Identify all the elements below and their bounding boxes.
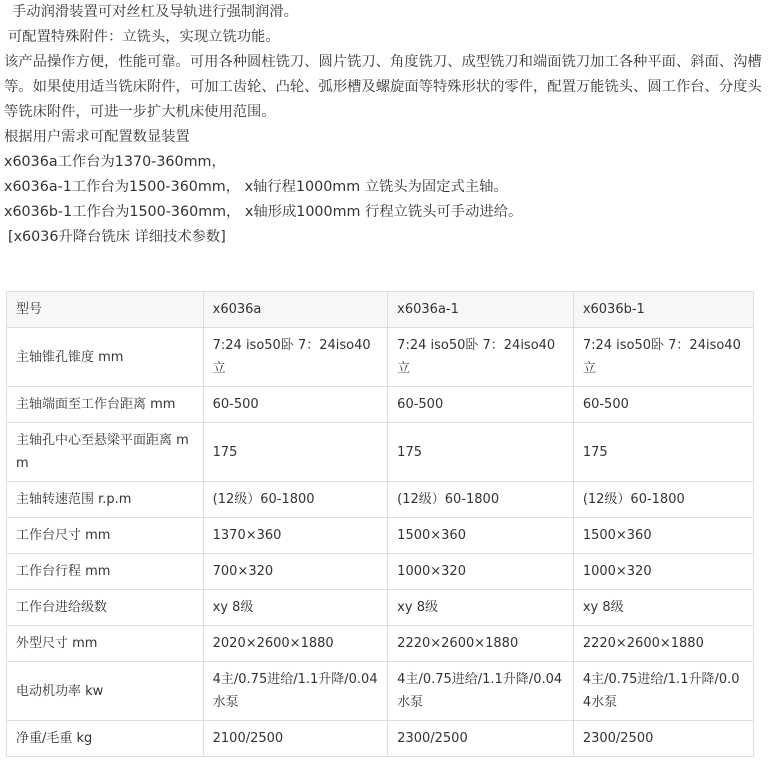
intro-description: 该产品操作方便，性能可靠。可用各种圆柱铣刀、圆片铣刀、角度铣刀、成型铣刀和端面铣刀加工各种平面、斜面、沟槽等。如果使用适当铣床附件，可加工齿轮、凸轮、弧形槽及螺旋面等特殊形状的零件，配置万能铣头、圆工作台、分度头等铣床附件，可进一步扩大机床使用范围。 [4,54,762,120]
table-cell: 175 [388,423,574,482]
intro-x6036a-1: x6036a-1工作台为1500-360mm， x轴行程1000mm 立铣头为固定式主轴。 [4,179,508,195]
table-cell: 2220×2600×1880 [573,626,753,662]
table-row [7,387,754,423]
table-row [7,721,754,757]
table-cell: 工作台进给级数 [7,590,204,626]
header-cell: x6036a-1 [388,292,574,328]
table-cell: 1000×320 [573,554,753,590]
intro-lubrication: 手动润滑装置可对丝杠及导轨进行强制润滑。 [12,4,298,20]
table-cell: (12级）60-1800 [388,482,574,518]
table-cell: 1000×320 [388,554,574,590]
table-row [7,518,754,554]
table-cell: 电动机功率 kw [7,662,204,721]
table-header-row [7,292,754,328]
spec-table-title: [x6036升降台铣床 详细技术参数] [8,229,226,245]
table-cell: 1500×360 [388,518,574,554]
table-cell: 工作台尺寸 mm [7,518,204,554]
table-cell: 2300/2500 [388,721,574,757]
table-cell: 60-500 [573,387,753,423]
table-cell: 700×320 [203,554,388,590]
table-cell: 4主/0.75进给/1.1升降/0.04水泵 [203,662,388,721]
header-cell: x6036a [203,292,388,328]
table-cell: 175 [573,423,753,482]
table-cell: 7:24 iso50卧 7：24iso40立 [573,328,753,387]
table-cell: xy 8级 [203,590,388,626]
table-row [7,626,754,662]
table-cell: 4主/0.75进给/1.1升降/0.04水泵 [573,662,753,721]
table-cell: 2300/2500 [573,721,753,757]
table-cell: 外型尺寸 mm [7,626,204,662]
table-row [7,590,754,626]
table-cell: 4主/0.75进给/1.1升降/0.04水泵 [388,662,574,721]
table-cell: 主轴端面至工作台距离 mm [7,387,204,423]
header-cell: 型号 [7,292,204,328]
table-cell: 主轴转速范围 r.p.m [7,482,204,518]
table-cell: xy 8级 [388,590,574,626]
header-cell: x6036b-1 [573,292,753,328]
table-cell: 2220×2600×1880 [388,626,574,662]
table-row [7,328,754,387]
table-cell: 主轴孔中心至悬梁平面距离 mm [7,423,204,482]
table-row [7,482,754,518]
table-cell: 主轴锥孔锥度 mm [7,328,204,387]
table-cell: 2020×2600×1880 [203,626,388,662]
table-row [7,423,754,482]
table-cell: 1370×360 [203,518,388,554]
table-cell: 175 [203,423,388,482]
table-cell: 60-500 [203,387,388,423]
table-cell: (12级）60-1800 [573,482,753,518]
table-cell: 7:24 iso50卧 7：24iso40立 [388,328,574,387]
intro-x6036a: x6036a工作台为1370-360mm， [4,154,226,170]
spec-table [6,291,754,757]
intro-attachment: 可配置特殊附件：立铣头，实现立铣功能。 [8,29,280,45]
table-row [7,554,754,590]
table-cell: 7:24 iso50卧 7：24iso40立 [203,328,388,387]
table-row [7,662,754,721]
table-cell: 1500×360 [573,518,753,554]
table-cell: 2100/2500 [203,721,388,757]
table-cell: 净重/毛重 kg [7,721,204,757]
table-cell: (12级）60-1800 [203,482,388,518]
table-cell: 60-500 [388,387,574,423]
intro-x6036b-1: x6036b-1工作台为1500-360mm， x轴形成1000mm 行程立铣头可手动进给。 [4,204,523,220]
intro-digital-readout: 根据用户需求可配置数显装置 [4,129,190,145]
table-cell: 工作台行程 mm [7,554,204,590]
table-cell: xy 8级 [573,590,753,626]
